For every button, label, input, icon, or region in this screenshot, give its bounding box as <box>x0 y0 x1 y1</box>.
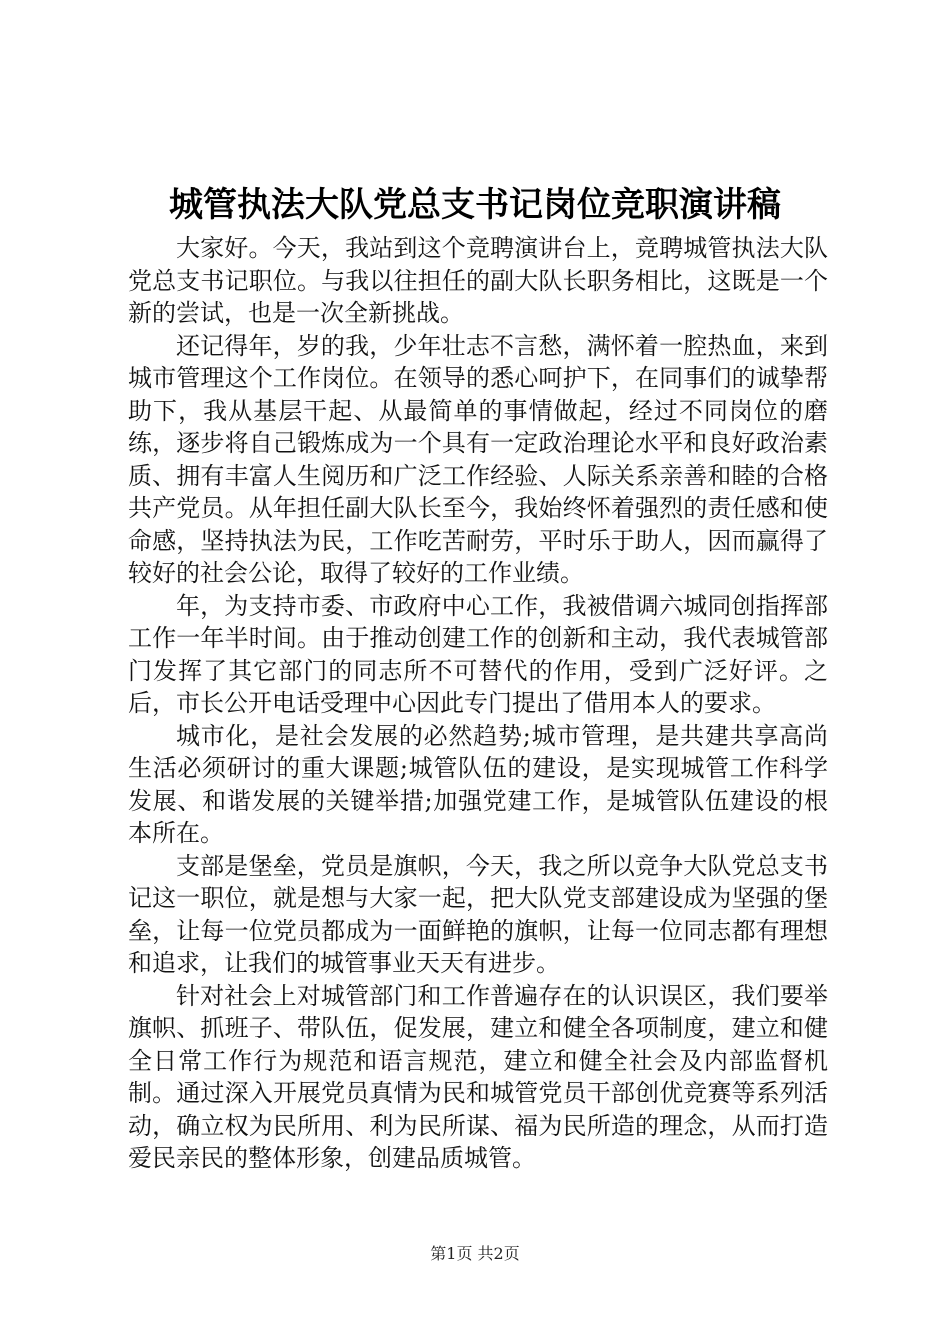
paragraph-2: 还记得年，岁的我，少年壮志不言愁，满怀着一腔热血，来到城市管理这个工作岗位。在领导的悉心呵护下，在同事们的诚挚帮助下，我从基层干起、从最简单的事情做起，经过不同岗位的磨练，逐步将自己锻炼成为一个具有一定政治理论水平和良好政治素质、拥有丰富人生阅历和广泛工作经验、人际关系亲善和睦的合格共产党员。从年担任副大队长至今，我始终怀着强烈的责任感和使命感，坚持执法为民，工作吃苦耐劳，平时乐于助人，因而赢得了较好的社会公论，取得了较好的工作业绩。 <box>128 331 828 587</box>
paragraph-5: 支部是堡垒，党员是旗帜，今天，我之所以竞争大队党总支书记这一职位，就是想与大家一起，把大队党支部建设成为坚强的堡垒，让每一位党员都成为一面鲜艳的旗帜，让每一位同志都有理想和追求，让我们的城管事业天天有进步。 <box>128 851 828 977</box>
document-body <box>128 232 828 1175</box>
document-title: 城管执法大队党总支书记岗位竞职演讲稿 <box>169 185 781 225</box>
paragraph-1: 大家好。今天，我站到这个竞聘演讲台上，竞聘城管执法大队党总支书记职位。与我以往担任的副大队长职务相比，这既是一个新的尝试，也是一次全新挑战。 <box>128 234 828 327</box>
paragraph-4: 城市化，是社会发展的必然趋势;城市管理，是共建共享高尚生活必须研讨的重大课题;城管队伍的建设，是实现城管工作科学发展、和谐发展的关键举措;加强党建工作，是城管队伍建设的根本所在。 <box>128 721 828 847</box>
paragraph-3: 年，为支持市委、市政府中心工作，我被借调六城同创指挥部工作一年半时间。由于推动创建工作的创新和主动，我代表城管部门发挥了其它部门的同志所不可替代的作用，受到广泛好评。之后，市长公开电话受理中心因此专门提出了借用本人的要求。 <box>128 591 828 717</box>
page-number-footer: 第1页 共2页 <box>430 1244 520 1263</box>
paragraph-6: 针对社会上对城管部门和工作普遍存在的认识误区，我们要举旗帜、抓班子、带队伍，促发展，建立和健全各项制度，建立和健全日常工作行为规范和语言规范，建立和健全社会及内部监督机制。通过深入开展党员真情为民和城管党员干部创优竞赛等系列活动，确立权为民所用、利为民所谋、福为民所造的理念，从而打造爱民亲民的整体形象，创建品质城管。 <box>128 981 828 1172</box>
